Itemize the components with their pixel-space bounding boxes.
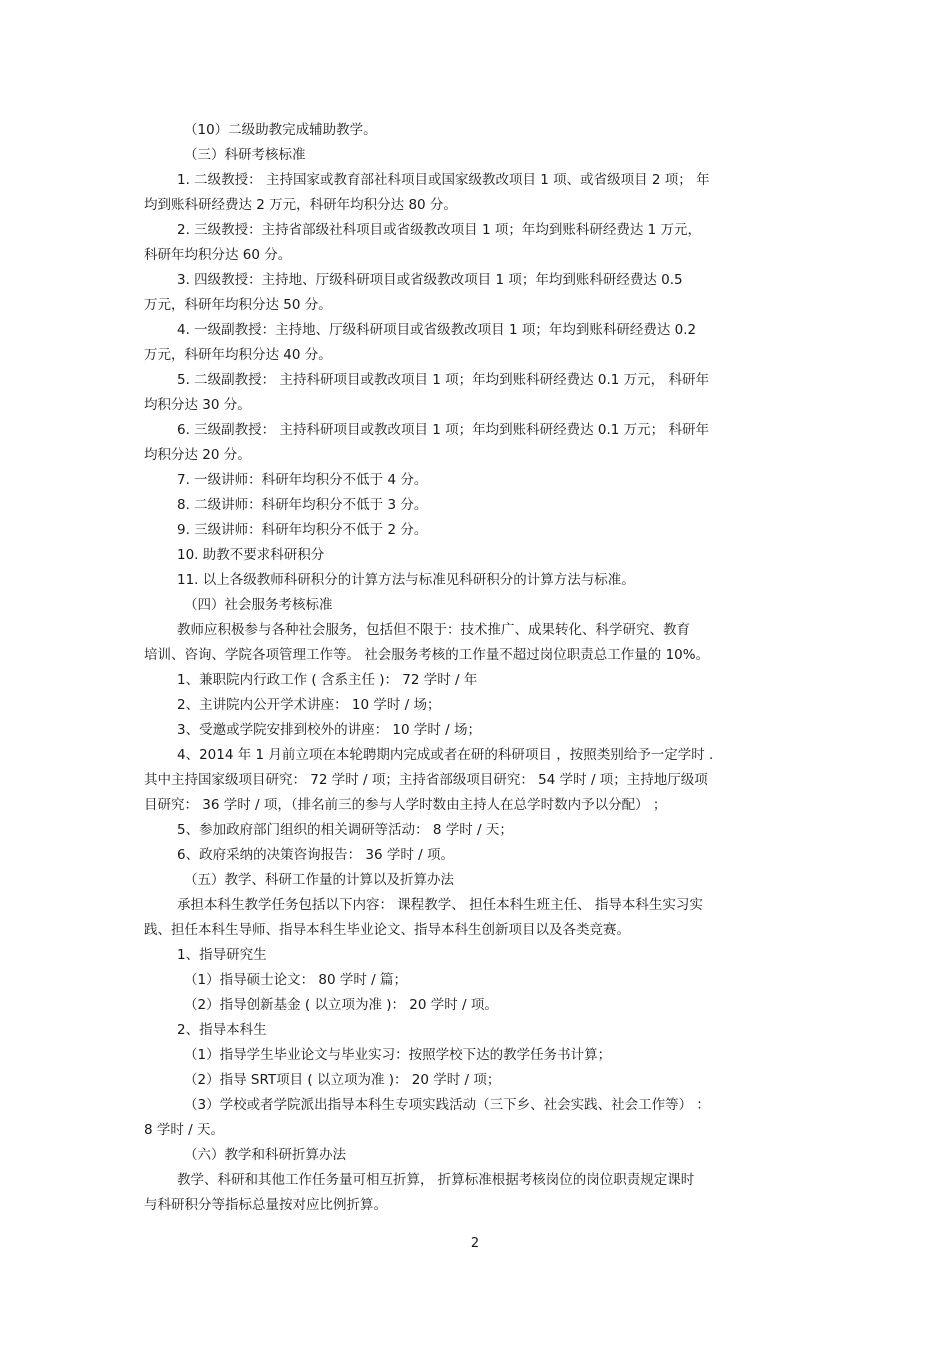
paragraph-line: 1、指导研究生 [177,947,267,963]
document-body [144,118,806,1218]
paragraph-line: （1）指导学生毕业论文与毕业实习：按照学校下达的教学任务书计算； [184,1047,612,1063]
paragraph-line: （2）指导 SRT项目 ( 以立项为准 )： 20 学时 / 项； [184,1072,501,1088]
paragraph-line: 目研究： 36 学时 / 项，（排名前三的参与人学时数由主持人在总学时数内予以分配） ； [144,797,667,813]
paragraph-line: 教师应积极参与各种社会服务，包括但不限于：技术推广、成果转化、科学研究、教育 [177,622,690,638]
page-number: 2 [470,1236,480,1251]
paragraph-line: （2）指导创新基金 ( 以立项为准 )： 20 学时 / 项。 [184,997,498,1013]
paragraph-line: 2、主讲院内公开学术讲座： 10 学时 / 场； [177,697,441,713]
paragraph-line: 践、担任本科生导师、指导本科生毕业论文、指导本科生创新项目以及各类竞赛。 [144,922,630,938]
paragraph-line: 8 学时 / 天。 [144,1122,225,1138]
paragraph-line: 均积分达 30 分。 [144,397,251,413]
paragraph-line: 10. 助教不要求科研积分 [177,547,325,563]
paragraph-line: 5、参加政府部门组织的相关调研等活动： 8 学时 / 天； [177,822,513,838]
section-heading: （四）社会服务考核标准 [184,597,333,613]
paragraph-line: 6、政府采纳的决策咨询报告： 36 学时 / 项。 [177,847,454,863]
paragraph-line: 6. 三级副教授： 主持科研项目或教改项目 1 项；年均到账科研经费达 0.1 万元； 科研年 [177,422,709,438]
paragraph-line: 培训、咨询、学院各项管理工作等。 社会服务考核的工作量不超过岗位职责总工作量的 10%。 [144,647,710,663]
paragraph-line: 承担本科生教学任务包括以下内容： 课程教学、 担任本科生班主任、 指导本科生实习实 [177,897,703,913]
paragraph-line: 均到账科研经费达 2 万元，科研年均积分达 80 分。 [144,197,457,213]
paragraph-line: 4、2014 年 1 月前立项在本轮聘期内完成或者在研的科研项目 ，按照类别给予一定学时 . [177,747,714,763]
paragraph-line: 1. 二级教授： 主持国家或教育部社科项目或国家级教改项目 1 项、或省级项目 2 项； 年 [177,172,710,188]
paragraph-line: 9. 三级讲师：科研年均积分不低于 2 分。 [177,522,428,538]
paragraph-line: 万元，科研年均积分达 50 分。 [144,297,332,313]
paragraph-line: 与科研积分等指标总量按对应比例折算。 [144,1197,387,1213]
paragraph-line: 万元，科研年均积分达 40 分。 [144,347,332,363]
paragraph-line: 均积分达 20 分。 [144,447,251,463]
paragraph-line: 教学、科研和其他工作任务量可相互折算， 折算标准根据考核岗位的岗位职责规定课时 [177,1172,695,1188]
paragraph-line: 1、兼职院内行政工作 ( 含系主任 )： 72 学时 / 年 [177,672,478,688]
paragraph-line: （3）学校或者学院派出指导本科生专项实践活动（三下乡、社会实践、社会工作等） ： [184,1097,710,1113]
paragraph-line: 2、指导本科生 [177,1022,267,1038]
section-heading: （六）教学和科研折算办法 [184,1147,346,1163]
paragraph-line: 11. 以上各级教师科研积分的计算方法与标准见科研积分的计算方法与标准。 [177,572,635,588]
paragraph-line: 7. 一级讲师：科研年均积分不低于 4 分。 [177,472,428,488]
paragraph-line: 其中主持国家级项目研究： 72 学时 / 项；主持省部级项目研究： 54 学时 / 项；主持地厅级项 [144,772,708,788]
paragraph-line: （1）指导硕士论文： 80 学时 / 篇； [184,972,407,988]
paragraph-line: 2. 三级教授：主持省部级社科项目或省级教改项目 1 项；年均到账科研经费达 1 万元， [177,222,702,238]
paragraph-line: 5. 二级副教授： 主持科研项目或教改项目 1 项；年均到账科研经费达 0.1 万元， 科研年 [177,372,709,388]
paragraph-line: 科研年均积分达 60 分。 [144,247,292,263]
paragraph-line: 4. 一级副教授：主持地、厅级科研项目或省级教改项目 1 项；年均到账科研经费达 0.2 [177,322,697,338]
section-heading: （五）教学、科研工作量的计算以及折算办法 [184,872,454,888]
paragraph-line: 3. 四级教授：主持地、厅级科研项目或省级教改项目 1 项；年均到账科研经费达 0.5 [177,272,683,288]
paragraph-line: 8. 二级讲师：科研年均积分不低于 3 分。 [177,497,428,513]
section-heading: （三）科研考核标准 [184,147,306,163]
paragraph-line: （10）二级助教完成辅助教学。 [184,122,377,138]
paragraph-line: 3、受邀或学院安排到校外的讲座： 10 学时 / 场； [177,722,481,738]
